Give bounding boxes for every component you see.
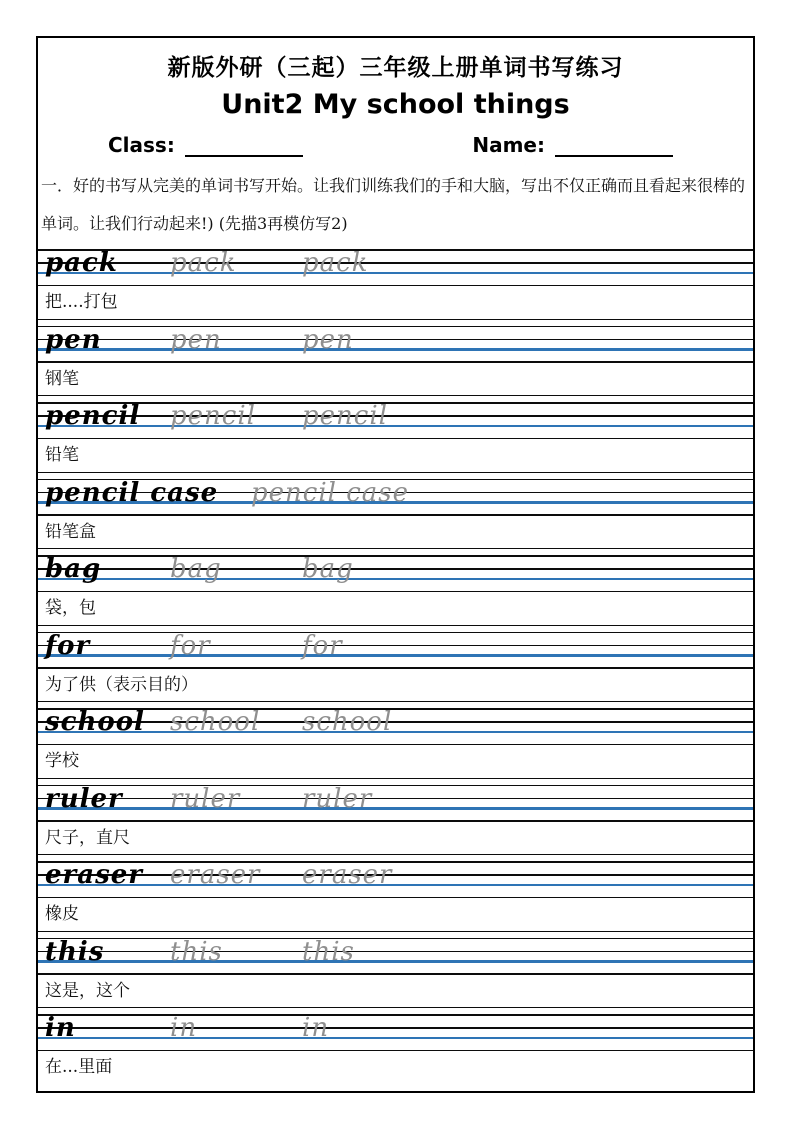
class-label: Class: xyxy=(108,133,175,157)
practice-word: school xyxy=(45,707,145,737)
guide-middle-line xyxy=(38,951,753,953)
handwriting-guide xyxy=(38,1014,753,1051)
word-meaning: 把....打包 xyxy=(38,286,753,320)
handwriting-guide xyxy=(38,249,753,286)
guide-bottom-line xyxy=(38,438,753,440)
word-meaning: 橡皮 xyxy=(38,898,753,932)
trace-word-1: pack xyxy=(170,248,237,278)
handwriting-guide xyxy=(38,479,753,516)
guide-top-line xyxy=(38,632,753,634)
trace-word-2: pack xyxy=(302,248,369,278)
trace-word-2: in xyxy=(302,1013,330,1043)
trace-word-2: for xyxy=(302,630,343,661)
handwriting-guide xyxy=(38,555,753,592)
guide-bottom-line xyxy=(38,514,753,516)
guide-bottom-line xyxy=(38,973,753,975)
word-meaning: 袋，包 xyxy=(38,592,753,626)
name-label: Name: xyxy=(472,133,545,157)
word-practice-block xyxy=(38,1014,753,1085)
guide-baseline-blue-line xyxy=(38,654,753,657)
guide-top-line xyxy=(38,249,753,251)
worksheet-page xyxy=(36,36,755,1093)
handwriting-guide xyxy=(38,402,753,439)
word-practice-block xyxy=(38,555,753,626)
handwriting-guide xyxy=(38,785,753,822)
worksheet-title: 新版外研（三起）三年级上册单词书写练习 xyxy=(167,55,624,81)
guide-bottom-line xyxy=(38,591,753,593)
unit-subtitle: Unit2 My school things xyxy=(221,89,570,120)
trace-word-1: school xyxy=(170,707,261,737)
class-name-row xyxy=(108,133,673,157)
practice-word: ruler xyxy=(45,783,123,814)
practice-word: pencil case xyxy=(45,477,219,508)
trace-word-1: this xyxy=(170,936,223,967)
guide-bottom-line xyxy=(38,744,753,746)
trace-word-2: school xyxy=(302,707,393,737)
guide-bottom-line xyxy=(38,820,753,822)
guide-baseline-blue-line xyxy=(38,731,753,734)
guide-bottom-line xyxy=(38,361,753,363)
word-meaning: 在...里面 xyxy=(45,1057,113,1077)
practice-word: in xyxy=(45,1013,76,1043)
trace-word-1: pen xyxy=(170,324,222,355)
guide-top-line xyxy=(38,402,753,404)
word-meaning: 这是，这个 xyxy=(38,975,753,1009)
guide-top-line xyxy=(38,708,753,710)
trace-word-1: eraser xyxy=(170,860,261,890)
handwriting-guide xyxy=(38,938,753,975)
word-meaning: 钢笔 xyxy=(38,363,753,397)
guide-middle-line xyxy=(38,874,753,876)
trace-word-1: ruler xyxy=(170,783,241,814)
handwriting-guide xyxy=(38,861,753,898)
guide-bottom-line xyxy=(38,667,753,669)
trace-word-2: bag xyxy=(302,554,354,584)
guide-middle-line xyxy=(38,1027,753,1029)
word-practice-block xyxy=(38,785,753,856)
guide-baseline-blue-line xyxy=(38,272,753,275)
instructions-line-2: 单词。让我们行动起来!) (先描3再模仿写2) xyxy=(41,214,348,233)
guide-bottom-line xyxy=(38,1050,753,1052)
name-blank-line xyxy=(555,133,673,157)
guide-middle-line xyxy=(38,645,753,647)
trace-word-2: eraser xyxy=(302,860,393,890)
practice-word: pack xyxy=(45,248,118,278)
practice-word: bag xyxy=(45,554,102,584)
trace-word-2: this xyxy=(302,936,355,967)
class-blank-line xyxy=(185,133,303,157)
word-practice-block xyxy=(38,326,753,397)
guide-top-line xyxy=(38,1014,753,1016)
guide-middle-line xyxy=(38,339,753,341)
guide-middle-line xyxy=(38,798,753,800)
guide-top-line xyxy=(38,861,753,863)
handwriting-guide xyxy=(38,708,753,745)
word-practice-block xyxy=(38,632,753,703)
word-meaning: 铅笔盒 xyxy=(38,516,753,550)
practice-word: for xyxy=(45,630,91,661)
practice-word: eraser xyxy=(45,860,143,890)
handwriting-guide xyxy=(38,326,753,363)
guide-top-line xyxy=(38,326,753,328)
guide-middle-line xyxy=(38,415,753,417)
instructions-line-1: 一．好的书写从完美的单词书写开始。让我们训练我们的手和大脑，写出不仅正确而且看起来很棒的 xyxy=(41,176,746,195)
trace-word-2: pen xyxy=(302,324,354,355)
word-practice-block xyxy=(38,402,753,473)
guide-middle-line xyxy=(38,721,753,723)
guide-middle-line xyxy=(38,262,753,264)
guide-baseline-blue-line xyxy=(38,1037,753,1040)
guide-baseline-blue-line xyxy=(38,578,753,581)
word-practice-block xyxy=(38,861,753,932)
trace-word-2: pencil xyxy=(302,401,388,431)
guide-baseline-blue-line xyxy=(38,425,753,428)
trace-word-1: in xyxy=(170,1013,198,1043)
trace-word-1: for xyxy=(170,630,211,661)
word-meaning: 尺子，直尺 xyxy=(38,822,753,856)
instructions xyxy=(41,167,751,243)
handwriting-guide xyxy=(38,632,753,669)
word-meaning: 为了供（表示目的） xyxy=(38,669,753,703)
trace-word-2: ruler xyxy=(302,783,373,814)
word-meaning: 铅笔 xyxy=(38,439,753,473)
guide-top-line xyxy=(38,555,753,557)
trace-word-1: pencil xyxy=(170,401,256,431)
practice-word: this xyxy=(45,936,105,967)
word-practice-block xyxy=(38,249,753,320)
guide-bottom-line xyxy=(38,285,753,287)
word-practice-block xyxy=(38,479,753,550)
practice-word: pencil xyxy=(45,401,141,431)
guide-baseline-blue-line xyxy=(38,807,753,810)
trace-word-1: bag xyxy=(170,554,222,584)
guide-baseline-blue-line xyxy=(38,960,753,963)
word-meaning: 学校 xyxy=(38,745,753,779)
word-practice-list xyxy=(38,249,753,1085)
practice-word: pen xyxy=(45,324,102,355)
guide-baseline-blue-line xyxy=(38,348,753,351)
trace-word-1: pencil case xyxy=(251,477,410,508)
guide-middle-line xyxy=(38,568,753,570)
word-practice-block xyxy=(38,708,753,779)
guide-baseline-blue-line xyxy=(38,884,753,887)
word-practice-block xyxy=(38,938,753,1009)
guide-top-line xyxy=(38,938,753,940)
guide-bottom-line xyxy=(38,897,753,899)
guide-top-line xyxy=(38,785,753,787)
